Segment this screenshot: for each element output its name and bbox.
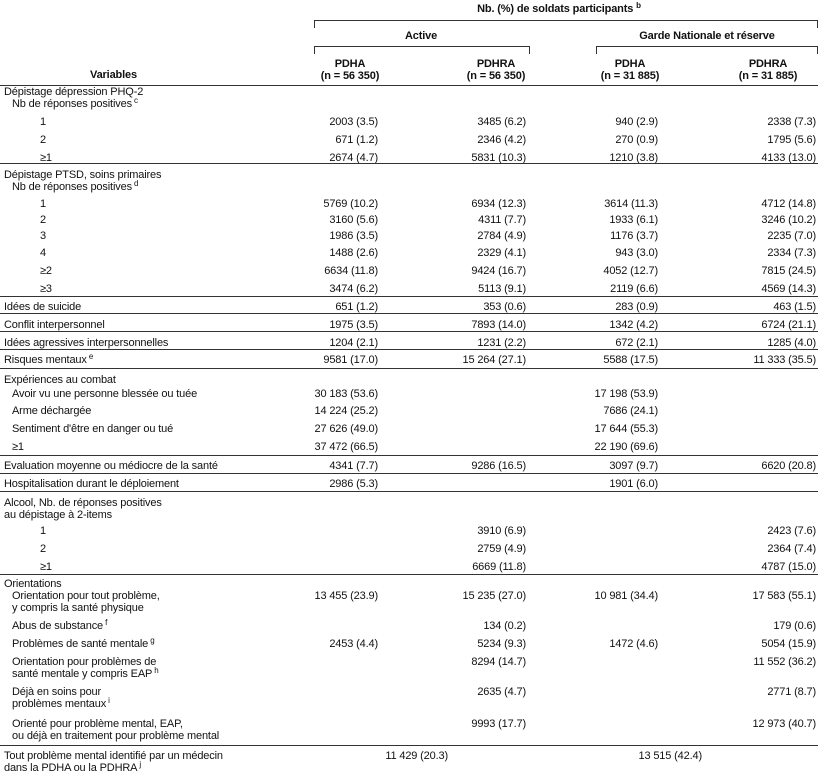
table-cell: 13 455 (23.9) (314, 590, 378, 602)
footnote-marker: f (103, 618, 108, 627)
row-label-text: 2 (40, 134, 46, 146)
row-label-text: 2 (40, 214, 46, 226)
table-cell: 1901 (6.0) (609, 478, 658, 490)
table-cell: 3160 (5.6) (329, 214, 378, 226)
footnote-marker: d (131, 179, 139, 188)
table-cell: 15 235 (27.0) (462, 590, 526, 602)
row-label-text: 1 (40, 198, 46, 210)
table-cell: 2346 (4.2) (477, 134, 526, 146)
table-cell: 2771 (8.7) (767, 686, 816, 698)
row-rule (0, 296, 818, 297)
row-rule (0, 473, 818, 474)
table-cell: 2119 (6.6) (610, 283, 658, 295)
table-cell: 2986 (5.3) (329, 478, 378, 490)
table-cell: 651 (1.2) (335, 301, 378, 313)
table-cell: 4133 (13.0) (761, 152, 816, 164)
table-cell: 1933 (6.1) (609, 214, 658, 226)
table-cell: 2635 (4.7) (477, 686, 526, 698)
row-label (12, 656, 156, 668)
table-cell: 1472 (4.6) (609, 638, 658, 650)
table-cell: 270 (0.9) (615, 134, 658, 146)
table-cell-span: 13 515 (42.4) (638, 750, 702, 762)
table-cell: 5113 (9.1) (478, 283, 526, 295)
table-cell: 134 (0.2) (483, 620, 526, 632)
row-label (12, 441, 24, 453)
super-title-bracket (314, 20, 818, 28)
row-label (12, 602, 144, 614)
table-cell: 22 190 (69.6) (594, 441, 658, 453)
table-cell: 2759 (4.9) (477, 543, 526, 555)
table-cell: 2235 (7.0) (767, 230, 816, 242)
table-cell: 2674 (4.7) (329, 152, 378, 164)
variables-header: Variables (90, 69, 137, 81)
row-label-text: Conflit interpersonnel (4, 319, 105, 331)
table-cell: 671 (1.2) (335, 134, 378, 146)
table-cell: 9424 (16.7) (471, 265, 526, 277)
row-rule (0, 574, 818, 575)
table-cell: 3614 (11.3) (604, 198, 658, 210)
row-label (12, 423, 173, 435)
row-label (40, 283, 52, 295)
col-n-pdhra-active: (n = 56 350) (466, 70, 526, 82)
table-cell: 37 472 (66.5) (314, 441, 378, 453)
row-label (4, 460, 218, 472)
row-label (40, 265, 52, 277)
row-label (12, 98, 138, 110)
table-cell: 3097 (9.7) (609, 460, 658, 472)
row-label (4, 478, 179, 490)
table-cell: 1986 (3.5) (329, 230, 378, 242)
table-cell: 11 552 (36.2) (753, 656, 816, 668)
row-label-text: Avoir vu une personne blessée ou tuée (12, 388, 198, 400)
table-cell: 1176 (3.7) (610, 230, 658, 242)
table-cell: 463 (1.5) (773, 301, 816, 313)
footnote-marker: h (152, 666, 159, 675)
table-cell: 30 183 (53.6) (314, 388, 378, 400)
table-cell: 940 (2.9) (615, 116, 658, 128)
table-cell: 6724 (21.1) (761, 319, 816, 331)
table-cell: 7686 (24.1) (603, 405, 658, 417)
table-cell: 17 583 (55.1) (752, 590, 816, 602)
row-label-text: Evaluation moyenne ou médiocre de la santé (4, 460, 218, 472)
group-active: Active (404, 30, 438, 42)
row-label-text: Dépistage dépression PHQ-2 (4, 86, 144, 98)
table-cell: 672 (2.1) (615, 337, 658, 349)
table-cell: 9993 (17.7) (471, 718, 526, 730)
row-label-text: au dépistage à 2-items (4, 509, 112, 521)
table-cell: 283 (0.9) (615, 301, 658, 313)
row-label (4, 497, 162, 509)
table-cell: 1975 (3.5) (329, 319, 378, 331)
row-label (40, 116, 46, 128)
row-label (4, 86, 143, 98)
table-cell: 7815 (24.5) (761, 265, 816, 277)
row-label (4, 301, 81, 313)
table-cell: 5588 (17.5) (603, 354, 658, 366)
table-cell: 3485 (6.2) (477, 116, 526, 128)
table-cell: 2784 (4.9) (477, 230, 526, 242)
table-cell: 11 333 (35.5) (753, 354, 816, 366)
active-bracket (314, 46, 530, 54)
guard-bracket (596, 46, 818, 54)
row-label (40, 198, 46, 210)
row-label-text: 4 (40, 247, 46, 259)
row-label (12, 181, 138, 193)
row-label (12, 718, 183, 730)
footnote-marker: g (148, 636, 155, 645)
table-cell: 5054 (15.9) (761, 638, 816, 650)
table-cell: 7893 (14.0) (471, 319, 526, 331)
table-cell: 17 644 (55.3) (594, 423, 658, 435)
row-label-text: Orienté pour problème mental, EAP, (12, 718, 183, 730)
table-cell: 5234 (9.3) (477, 638, 526, 650)
row-label (12, 620, 107, 632)
table-cell: 4569 (14.3) (761, 283, 816, 295)
table-cell: 3910 (6.9) (477, 525, 526, 537)
table-cell: 4341 (7.7) (329, 460, 378, 472)
row-label-text: Alcool, Nb. de réponses positives (4, 497, 162, 509)
table-cell: 3474 (6.2) (329, 283, 378, 295)
row-label-text: y compris la santé physique (12, 602, 144, 614)
row-label (12, 638, 155, 650)
table-cell: 943 (3.0) (615, 247, 658, 259)
table-cell-span: 11 429 (20.3) (385, 750, 448, 762)
table-cell: 6620 (20.8) (761, 460, 816, 472)
row-label (40, 247, 46, 259)
row-label-text: Nb de réponses positives (12, 181, 132, 193)
row-label-text: santé mentale y compris EAP (12, 668, 153, 680)
row-label (4, 762, 141, 774)
row-label-text: ou déjà en traitement pour problème mental (12, 730, 220, 742)
table-cell: 1231 (2.2) (477, 337, 526, 349)
table-cell: 12 973 (40.7) (752, 718, 816, 730)
row-label-text: Orientation pour problèmes de (12, 656, 157, 668)
table-cell: 4052 (12.7) (603, 265, 658, 277)
table-cell: 9286 (16.5) (471, 460, 526, 472)
row-label-text: Déjà en soins pour (12, 686, 102, 698)
table-cell: 2334 (7.3) (767, 247, 816, 259)
table-cell: 10 981 (34.4) (594, 590, 658, 602)
table-cell: 179 (0.6) (773, 620, 816, 632)
row-label (12, 730, 219, 742)
row-label (4, 354, 93, 366)
row-label-text: 3 (40, 230, 46, 242)
row-label-text: Risques mentaux (4, 354, 87, 366)
table-cell: 353 (0.6) (483, 301, 526, 313)
table-cell: 5769 (10.2) (323, 198, 378, 210)
row-label-text: Expériences au combat (4, 374, 116, 386)
table-cell: 6634 (11.8) (324, 265, 378, 277)
table-cell: 2364 (7.4) (767, 543, 816, 555)
row-label-text: ≥1 (12, 441, 24, 453)
table-cell: 2003 (3.5) (329, 116, 378, 128)
table-cell: 3246 (10.2) (761, 214, 816, 226)
col-n-pdha-active: (n = 56 350) (320, 70, 380, 82)
footnote-marker: e (86, 352, 94, 361)
row-label (4, 319, 105, 331)
table-cell: 17 198 (53.9) (594, 388, 658, 400)
table-cell: 6669 (11.8) (472, 561, 526, 573)
row-label (12, 686, 101, 698)
row-label (4, 750, 223, 762)
table-cell: 2329 (4.1) (477, 247, 526, 259)
row-rule (0, 745, 818, 746)
row-label (12, 668, 159, 680)
row-label (40, 230, 46, 242)
row-rule (0, 491, 818, 492)
row-label-text: ≥1 (40, 561, 52, 573)
row-label-text: Idées agressives interpersonnelles (4, 337, 169, 349)
row-label (4, 374, 116, 386)
row-rule (0, 313, 818, 314)
row-label (40, 543, 46, 555)
row-label-text: Nb de réponses positives (12, 98, 132, 110)
row-rule (0, 368, 818, 369)
row-label-text: Dépistage PTSD, soins primaires (4, 169, 162, 181)
col-header-pdha-guard: PDHA (614, 58, 646, 70)
table-cell: 27 626 (49.0) (314, 423, 378, 435)
row-label-text: Problèmes de santé mentale (12, 638, 149, 650)
row-label (4, 578, 62, 590)
row-label-text: problèmes mentaux (12, 698, 107, 710)
row-label (40, 214, 46, 226)
table-cell: 1204 (2.1) (329, 337, 378, 349)
table-cell: 14 224 (25.2) (314, 405, 378, 417)
col-header-pdhra-active: PDHRA (476, 58, 516, 70)
row-label (4, 509, 112, 521)
table-cell: 6934 (12.3) (471, 198, 526, 210)
row-label (40, 525, 46, 537)
row-label (12, 698, 110, 710)
row-label-text: Arme déchargée (12, 405, 92, 417)
row-label-text: Tout problème mental identifié par un médecin (4, 750, 223, 762)
table-cell: 1795 (5.6) (767, 134, 816, 146)
row-label (40, 134, 46, 146)
row-label-text: 1 (40, 525, 46, 537)
row-label-text: Abus de substance (12, 620, 104, 632)
row-label-text: Idées de suicide (4, 301, 82, 313)
row-label (12, 405, 91, 417)
row-label-text: dans la PDHA ou la PDHRA (4, 762, 138, 774)
col-header-pdhra-guard: PDHRA (748, 58, 788, 70)
table-cell: 5831 (10.3) (471, 152, 526, 164)
row-label-text: ≥1 (40, 152, 52, 164)
table-cell: 9581 (17.0) (323, 354, 378, 366)
super-title: Nb. (%) de soldats participants $^b$ (477, 1, 641, 15)
row-label-text: Sentiment d'être en danger ou tué (12, 423, 174, 435)
col-header-pdha-active: PDHA (334, 58, 366, 70)
table-cell: 1488 (2.6) (329, 247, 378, 259)
table-cell: 8294 (14.7) (471, 656, 526, 668)
col-n-pdhra-guard: (n = 31 885) (738, 70, 798, 82)
row-label (12, 590, 160, 602)
table-cell: 2453 (4.4) (329, 638, 378, 650)
footnote-marker: j (137, 760, 142, 769)
row-label (12, 388, 197, 400)
table-cell: 4311 (7.7) (478, 214, 526, 226)
row-label-text: Orientations (4, 578, 62, 590)
group-guard: Garde Nationale et réserve (639, 30, 775, 42)
table-cell: 4787 (15.0) (761, 561, 816, 573)
row-label-text: ≥3 (40, 283, 52, 295)
table-cell: 2423 (7.6) (767, 525, 816, 537)
row-rule (0, 163, 818, 164)
row-label-text: 2 (40, 543, 46, 555)
row-rule (0, 349, 818, 350)
row-label-text: Orientation pour tout problème, (12, 590, 160, 602)
table-cell: 4712 (14.8) (761, 198, 816, 210)
row-label-text: Hospitalisation durant le déploiement (4, 478, 179, 490)
table-cell: 1210 (3.8) (609, 152, 658, 164)
table-cell: 15 264 (27.1) (462, 354, 526, 366)
table-cell: 2338 (7.3) (767, 116, 816, 128)
row-label-text: 1 (40, 116, 46, 128)
row-label (40, 561, 52, 573)
footnote-marker: c (131, 96, 138, 105)
row-rule (0, 455, 818, 456)
row-rule (0, 331, 818, 332)
col-n-pdha-guard: (n = 31 885) (600, 70, 660, 82)
table-cell: 1342 (4.2) (609, 319, 658, 331)
row-label-text: ≥2 (40, 265, 52, 277)
footnote-marker: i (106, 696, 110, 705)
row-label (4, 337, 168, 349)
table-cell: 1285 (4.0) (767, 337, 816, 349)
